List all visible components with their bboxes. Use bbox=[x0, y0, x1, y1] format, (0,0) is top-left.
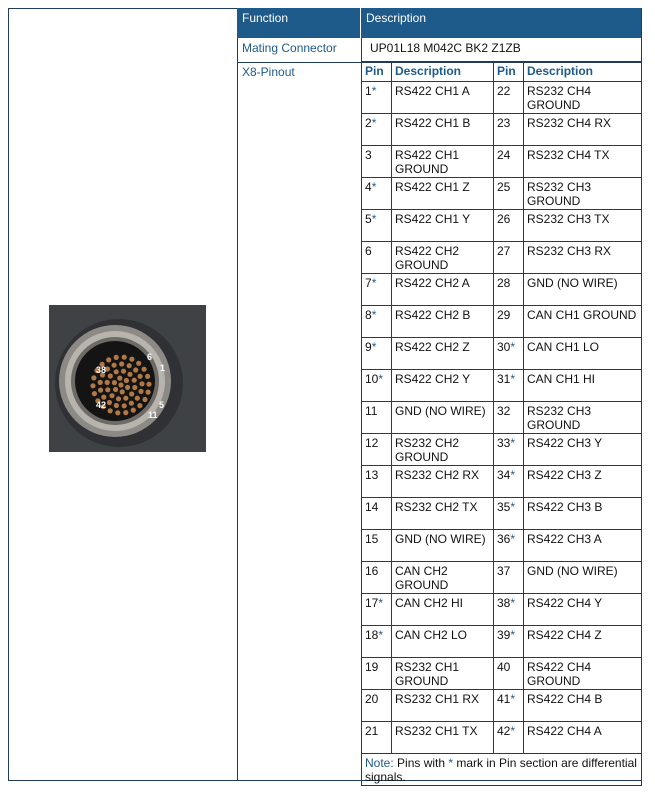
pin-description: RS422 CH2 Z bbox=[392, 338, 494, 370]
pin-contact bbox=[115, 410, 120, 415]
pin-column-header: Pin bbox=[494, 63, 524, 82]
pin-description: RS422 CH1 B bbox=[392, 114, 494, 146]
pin-number-cell bbox=[362, 146, 392, 178]
pin-number: 28 bbox=[497, 276, 511, 290]
pin-number-cell bbox=[494, 594, 524, 626]
pin-contact bbox=[117, 376, 122, 381]
differential-mark: * bbox=[371, 84, 377, 98]
pin-number: 8 bbox=[365, 308, 372, 322]
differential-mark: * bbox=[510, 340, 516, 354]
pin-description: RS232 CH3 RX bbox=[524, 242, 642, 274]
pin-description: RS422 CH1 A bbox=[392, 82, 494, 114]
row-divider bbox=[237, 62, 361, 63]
pin-number: 38 bbox=[497, 596, 511, 610]
differential-mark: * bbox=[510, 372, 516, 386]
pin-description: CAN CH1 HI bbox=[524, 370, 642, 402]
pin-number-cell bbox=[494, 434, 524, 466]
pin-number-cell bbox=[494, 114, 524, 146]
note-text-start: Pins with bbox=[393, 756, 449, 770]
pin-contact bbox=[118, 382, 123, 387]
differential-mark: * bbox=[510, 436, 516, 450]
pin-contact bbox=[114, 403, 119, 408]
pin-label-11: 11 bbox=[148, 410, 158, 420]
pin-number-cell bbox=[362, 722, 392, 754]
differential-mark: * bbox=[371, 180, 377, 194]
pin-contact bbox=[146, 390, 151, 395]
pin-contact bbox=[136, 361, 141, 366]
differential-mark: * bbox=[510, 500, 516, 514]
pin-contact bbox=[112, 380, 117, 385]
pin-description: RS422 CH1 GROUND bbox=[392, 146, 494, 178]
pinout-row bbox=[362, 178, 642, 210]
description-column-header: Description bbox=[392, 63, 494, 82]
pinout-row bbox=[362, 626, 642, 658]
pin-number-cell bbox=[494, 370, 524, 402]
pinout-row bbox=[362, 658, 642, 690]
pin-number-cell bbox=[494, 658, 524, 690]
pin-description: CAN CH2 GROUND bbox=[392, 562, 494, 594]
pin-number: 30 bbox=[497, 340, 511, 354]
pinout-row bbox=[362, 434, 642, 466]
pin-description: RS422 CH3 Y bbox=[524, 434, 642, 466]
pin-contact bbox=[105, 387, 110, 392]
pinout-row bbox=[362, 338, 642, 370]
pin-description: RS232 CH4 RX bbox=[524, 114, 642, 146]
pin-number: 37 bbox=[497, 564, 511, 578]
differential-mark: * bbox=[510, 468, 516, 482]
pin-number-cell bbox=[362, 530, 392, 562]
pin-number: 40 bbox=[497, 660, 511, 674]
pin-contact bbox=[108, 408, 113, 413]
pin-description: RS232 CH2 RX bbox=[392, 466, 494, 498]
pin-number: 22 bbox=[497, 84, 511, 98]
pinout-row bbox=[362, 114, 642, 146]
pin-description: RS232 CH3 GROUND bbox=[524, 402, 642, 434]
pin-contact bbox=[114, 355, 119, 360]
pin-number-cell bbox=[362, 178, 392, 210]
pin-description: RS232 CH1 TX bbox=[392, 722, 494, 754]
pin-number: 6 bbox=[365, 244, 372, 258]
pin-contact bbox=[142, 367, 147, 372]
pin-label-42: 42 bbox=[96, 400, 107, 410]
pin-number-cell bbox=[362, 242, 392, 274]
differential-mark: * bbox=[510, 596, 516, 610]
pin-number-cell bbox=[362, 434, 392, 466]
pin-contact bbox=[135, 396, 140, 401]
pinout-row bbox=[362, 594, 642, 626]
pin-number-cell bbox=[362, 658, 392, 690]
pin-contact bbox=[123, 410, 128, 415]
pin-number: 23 bbox=[497, 116, 511, 130]
pin-number: 39 bbox=[497, 628, 511, 642]
pin-contact bbox=[120, 389, 125, 394]
pin-contact bbox=[138, 389, 143, 394]
note-text-end: mark in Pin section are differential signals. bbox=[365, 756, 637, 784]
pin-number-cell bbox=[362, 338, 392, 370]
pin-number-cell bbox=[362, 562, 392, 594]
pin-contact bbox=[125, 385, 130, 390]
pin-contact bbox=[124, 378, 129, 383]
pin-description: RS422 CH4 Z bbox=[524, 626, 642, 658]
pin-number: 15 bbox=[365, 532, 379, 546]
pin-description: GND (NO WIRE) bbox=[524, 274, 642, 306]
pin-contact bbox=[114, 369, 119, 374]
pin-description: GND (NO WIRE) bbox=[392, 402, 494, 434]
pin-number: 10 bbox=[365, 372, 379, 386]
pinout-header-row bbox=[362, 63, 642, 82]
pin-number: 20 bbox=[365, 692, 379, 706]
pin-number: 13 bbox=[365, 468, 379, 482]
differential-mark: * bbox=[510, 692, 516, 706]
pin-number: 29 bbox=[497, 308, 511, 322]
pin-description: RS232 CH4 GROUND bbox=[524, 82, 642, 114]
pinout-row bbox=[362, 242, 642, 274]
differential-mark: * bbox=[371, 276, 377, 290]
pin-number: 14 bbox=[365, 500, 379, 514]
differential-mark: * bbox=[378, 596, 384, 610]
pin-number-cell bbox=[362, 690, 392, 722]
pin-number: 12 bbox=[365, 436, 379, 450]
pin-number-cell bbox=[494, 626, 524, 658]
pin-number: 32 bbox=[497, 404, 511, 418]
pin-description: RS422 CH3 Z bbox=[524, 466, 642, 498]
pin-description: RS422 CH3 B bbox=[524, 498, 642, 530]
pin-contact bbox=[98, 388, 103, 393]
pin-description: RS422 CH3 A bbox=[524, 530, 642, 562]
pin-number-cell bbox=[494, 306, 524, 338]
pin-description: GND (NO WIRE) bbox=[524, 562, 642, 594]
pin-number: 42 bbox=[497, 724, 511, 738]
pin-contact bbox=[92, 391, 97, 396]
pin-number: 31 bbox=[497, 372, 511, 386]
pin-description: RS232 CH1 RX bbox=[392, 690, 494, 722]
pin-number-cell bbox=[494, 690, 524, 722]
pinout-row bbox=[362, 498, 642, 530]
pin-description: CAN CH1 GROUND bbox=[524, 306, 642, 338]
pin-label-6: 6 bbox=[147, 352, 153, 362]
pin-contact bbox=[122, 403, 127, 408]
pin-label-5: 5 bbox=[159, 400, 165, 410]
description-header: Description bbox=[361, 8, 641, 38]
differential-mark: * bbox=[510, 532, 516, 546]
pin-description: RS232 CH4 TX bbox=[524, 146, 642, 178]
pinout-label: X8-Pinout bbox=[242, 65, 295, 79]
pin-contact bbox=[138, 374, 143, 379]
pin-number-cell bbox=[494, 402, 524, 434]
pin-label-38: 38 bbox=[96, 365, 107, 375]
mating-connector-cell bbox=[361, 38, 641, 62]
mating-connector-label: Mating Connector bbox=[242, 41, 337, 55]
pin-number-cell bbox=[494, 722, 524, 754]
pin-number: 17 bbox=[365, 596, 379, 610]
pin-contact bbox=[139, 381, 144, 386]
pin-contact bbox=[112, 363, 117, 368]
pin-number-cell bbox=[362, 498, 392, 530]
differential-mark: * bbox=[378, 372, 384, 386]
pin-description: RS422 CH1 Z bbox=[392, 178, 494, 210]
note-row bbox=[362, 754, 642, 786]
pin-number-cell bbox=[362, 306, 392, 338]
pin-contact bbox=[119, 361, 124, 366]
pin-description: RS422 CH1 Y bbox=[392, 210, 494, 242]
differential-mark: * bbox=[510, 724, 516, 738]
pin-contact bbox=[127, 363, 132, 368]
pin-description: RS422 CH2 B bbox=[392, 306, 494, 338]
pin-contact bbox=[145, 374, 150, 379]
pin-number: 16 bbox=[365, 564, 379, 578]
pin-description: RS422 CH4 Y bbox=[524, 594, 642, 626]
pin-contact bbox=[123, 396, 128, 401]
pin-contact bbox=[122, 355, 127, 360]
pin-description: GND (NO WIRE) bbox=[392, 530, 494, 562]
pin-number: 5 bbox=[365, 212, 372, 226]
pin-number: 21 bbox=[365, 724, 379, 738]
pin-number: 7 bbox=[365, 276, 372, 290]
pin-contact bbox=[90, 383, 95, 388]
pin-number: 18 bbox=[365, 628, 379, 642]
pin-contact bbox=[105, 380, 110, 385]
function-header: Function bbox=[237, 8, 361, 38]
pin-number: 25 bbox=[497, 180, 511, 194]
pin-description: RS232 CH2 TX bbox=[392, 498, 494, 530]
pin-contact bbox=[133, 367, 138, 372]
pin-description: RS422 CH2 GROUND bbox=[392, 242, 494, 274]
pin-description: RS232 CH3 GROUND bbox=[524, 178, 642, 210]
pin-number: 24 bbox=[497, 148, 511, 162]
connector-photo bbox=[49, 305, 206, 452]
pin-number-cell bbox=[494, 146, 524, 178]
pin-number: 35 bbox=[497, 500, 511, 514]
pinout-row bbox=[362, 146, 642, 178]
pin-description: RS422 CH4 GROUND bbox=[524, 658, 642, 690]
pin-contact bbox=[91, 375, 96, 380]
pin-description: RS422 CH4 A bbox=[524, 722, 642, 754]
pinout-row bbox=[362, 306, 642, 338]
pin-contact bbox=[129, 357, 134, 362]
pin-number: 26 bbox=[497, 212, 511, 226]
pin-contact bbox=[132, 385, 137, 390]
pin-number-cell bbox=[494, 498, 524, 530]
pin-contact bbox=[113, 387, 118, 392]
note-cell bbox=[362, 754, 642, 786]
pin-number: 4 bbox=[365, 180, 372, 194]
pinout-row bbox=[362, 210, 642, 242]
pin-number-cell bbox=[362, 274, 392, 306]
pinout-row bbox=[362, 562, 642, 594]
pin-number-cell bbox=[362, 210, 392, 242]
pin-contact bbox=[132, 378, 137, 383]
differential-mark: * bbox=[371, 308, 377, 322]
pin-description: CAN CH2 HI bbox=[392, 594, 494, 626]
pinout-row bbox=[362, 402, 642, 434]
pin-number-cell bbox=[494, 178, 524, 210]
pin-description: RS232 CH2 GROUND bbox=[392, 434, 494, 466]
pin-contact bbox=[107, 400, 112, 405]
pinout-row bbox=[362, 82, 642, 114]
pin-number-cell bbox=[362, 626, 392, 658]
pin-number: 33 bbox=[497, 436, 511, 450]
pin-number-cell bbox=[362, 466, 392, 498]
pin-contact bbox=[129, 391, 134, 396]
differential-mark: * bbox=[371, 340, 377, 354]
pin-contact bbox=[109, 393, 114, 398]
pinout-row bbox=[362, 690, 642, 722]
pin-contact bbox=[116, 396, 121, 401]
pin-description: CAN CH2 LO bbox=[392, 626, 494, 658]
pin-number-cell bbox=[494, 242, 524, 274]
pinout-table bbox=[361, 62, 642, 786]
pin-number: 1 bbox=[365, 84, 372, 98]
pin-description: RS232 CH1 GROUND bbox=[392, 658, 494, 690]
pin-contact bbox=[127, 372, 132, 377]
pin-contact bbox=[146, 382, 151, 387]
differential-mark: * bbox=[371, 116, 377, 130]
pin-number: 2 bbox=[365, 116, 372, 130]
pin-number: 19 bbox=[365, 660, 379, 674]
description-column-header: Description bbox=[524, 63, 642, 82]
pin-label-1: 1 bbox=[160, 363, 166, 373]
pin-contact bbox=[106, 357, 111, 362]
pin-number-cell bbox=[494, 466, 524, 498]
function-column bbox=[238, 9, 362, 780]
pin-description: RS422 CH4 B bbox=[524, 690, 642, 722]
pin-number-cell bbox=[494, 562, 524, 594]
pin-number: 41 bbox=[497, 692, 511, 706]
pin-contact bbox=[98, 380, 103, 385]
pin-contact bbox=[129, 401, 134, 406]
pin-number-cell bbox=[362, 82, 392, 114]
pin-contact bbox=[137, 403, 142, 408]
pin-number: 11 bbox=[365, 404, 378, 418]
note-label: Note: bbox=[365, 756, 394, 770]
image-column bbox=[9, 9, 238, 780]
pinout-row bbox=[362, 466, 642, 498]
pin-number-cell bbox=[362, 402, 392, 434]
pin-contact bbox=[108, 373, 113, 378]
pin-description: CAN CH1 LO bbox=[524, 338, 642, 370]
pinout-row bbox=[362, 722, 642, 754]
pin-number: 34 bbox=[497, 468, 511, 482]
pin-contact bbox=[142, 397, 147, 402]
pin-number-cell bbox=[494, 338, 524, 370]
pin-number-cell bbox=[362, 114, 392, 146]
pin-contact bbox=[101, 395, 106, 400]
differential-mark: * bbox=[510, 628, 516, 642]
pin-number-cell bbox=[494, 210, 524, 242]
pin-column-header: Pin bbox=[362, 63, 392, 82]
pin-number: 36 bbox=[497, 532, 511, 546]
mating-connector-value: UP01L18 M042C BK2 Z1ZB bbox=[370, 41, 521, 55]
pin-description: RS422 CH2 Y bbox=[392, 370, 494, 402]
pin-contact bbox=[121, 369, 126, 374]
differential-mark: * bbox=[371, 212, 377, 226]
pinout-row bbox=[362, 530, 642, 562]
pin-description: RS232 CH3 TX bbox=[524, 210, 642, 242]
pinout-row bbox=[362, 274, 642, 306]
pin-number-cell bbox=[494, 82, 524, 114]
pin-number-cell bbox=[494, 530, 524, 562]
pin-contact bbox=[131, 408, 136, 413]
pin-number-cell bbox=[494, 274, 524, 306]
pin-description: RS422 CH2 A bbox=[392, 274, 494, 306]
differential-mark: * bbox=[378, 628, 384, 642]
pinout-row bbox=[362, 370, 642, 402]
note-star: * bbox=[448, 756, 454, 770]
pin-number-cell bbox=[362, 594, 392, 626]
pin-number-cell bbox=[362, 370, 392, 402]
pin-number: 9 bbox=[365, 340, 372, 354]
pin-number: 27 bbox=[497, 244, 511, 258]
pin-number: 3 bbox=[365, 148, 372, 162]
